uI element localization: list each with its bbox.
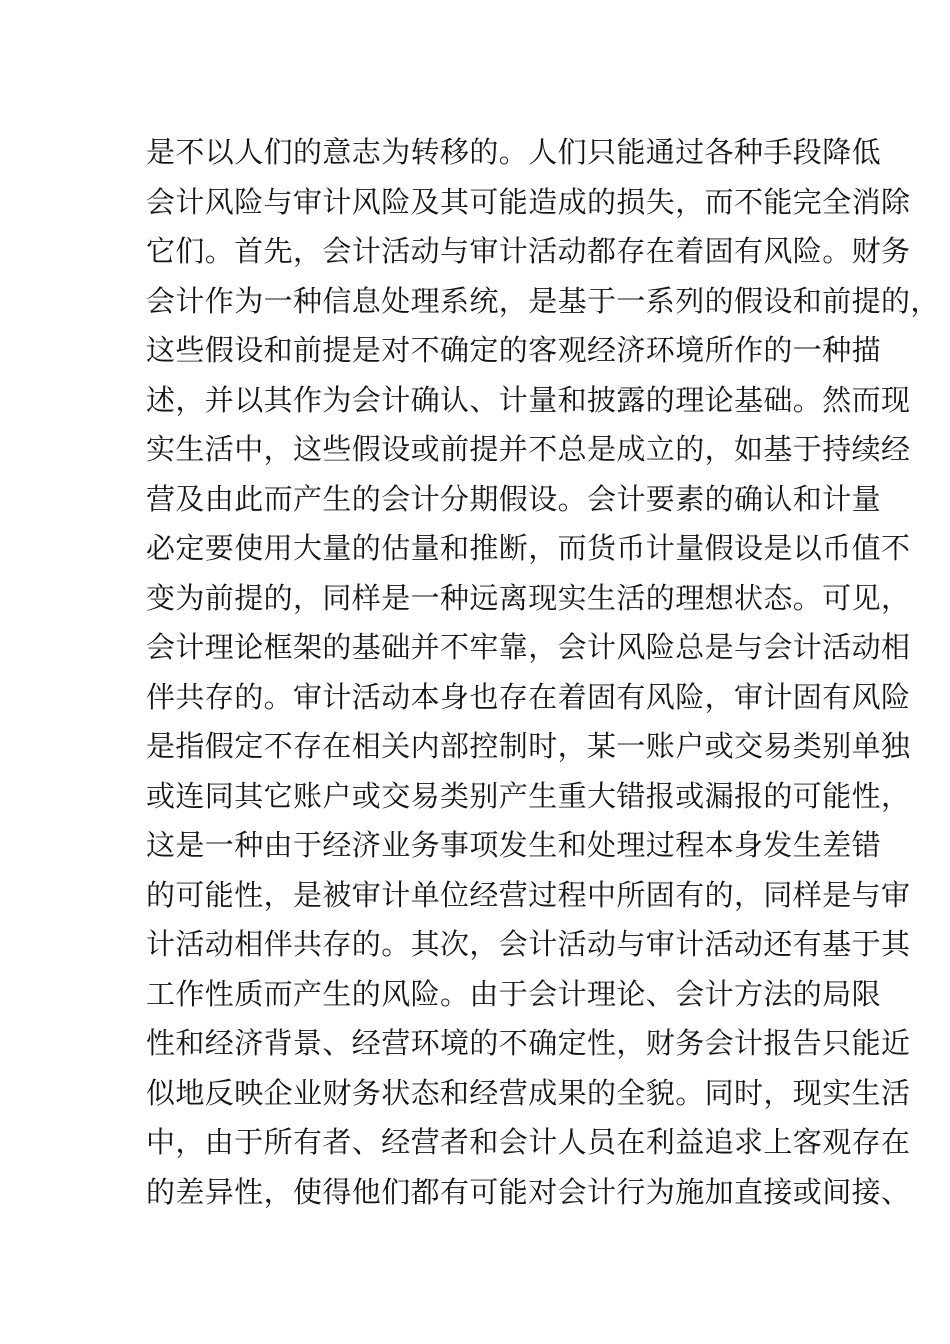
text-line-10: 变为前提的，同样是一种远离现实生活的理想状态。可见， <box>146 580 911 615</box>
text-line-20: 似地反映企业财务状态和经营成果的全貌。同时，现实生活 <box>146 1075 911 1110</box>
text-line-21: 中，由于所有者、经营者和会计人员在利益追求上客观存在 <box>146 1125 911 1159</box>
text-line-11: 会计理论框架的基础并不牢靠，会计风险总是与会计活动相 <box>146 630 911 664</box>
text-line-18: 工作性质而产生的风险。由于会计理论、会计方法的局限 <box>146 976 882 1011</box>
text-line-5: 这些假设和前提是对不确定的客观经济环境所作的一种描 <box>146 333 882 367</box>
text-line-2: 会计风险与审计风险及其可能造成的损失，而不能完全消除 <box>146 184 911 219</box>
text-line-3: 它们。首先，会计活动与审计活动都存在着固有风险。财务 <box>146 234 911 268</box>
text-line-16: 的可能性，是被审计单位经营过程中所固有的，同样是与审 <box>146 877 911 912</box>
text-line-22: 的差异性，使得他们都有可能对会计行为施加直接或间接、 <box>146 1174 911 1209</box>
text-line-1: 是不以人们的意志为转移的。人们只能通过各种手段降低 <box>146 135 882 169</box>
text-line-6: 述，并以其作为会计确认、计量和披露的理论基础。然而现 <box>146 382 911 417</box>
text-line-14: 或连同其它账户或交易类别产生重大错报或漏报的可能性， <box>146 778 911 813</box>
text-line-19: 性和经济背景、经营环境的不确定性，财务会计报告只能近 <box>146 1026 911 1060</box>
body-text <box>146 128 940 1217</box>
text-line-9: 必定要使用大量的估量和推断，而货币计量假设是以币值不 <box>146 531 911 565</box>
text-line-13: 是指假定不存在相关内部控制时，某一账户或交易类别单独 <box>146 729 911 763</box>
text-line-8: 营及由此而产生的会计分期假设。会计要素的确认和计量 <box>146 481 882 516</box>
text-line-17: 计活动相伴共存的。其次，会计活动与审计活动还有基于其 <box>146 927 911 961</box>
text-line-12: 伴共存的。审计活动本身也存在着固有风险，审计固有风险 <box>146 679 911 714</box>
text-line-7: 实生活中，这些假设或前提并不总是成立的，如基于持续经 <box>146 432 911 466</box>
text-line-4: 会计作为一种信息处理系统，是基于一系列的假设和前提的， <box>146 283 940 318</box>
text-line-15: 这是一种由于经济业务事项发生和处理过程本身发生差错 <box>146 828 882 862</box>
